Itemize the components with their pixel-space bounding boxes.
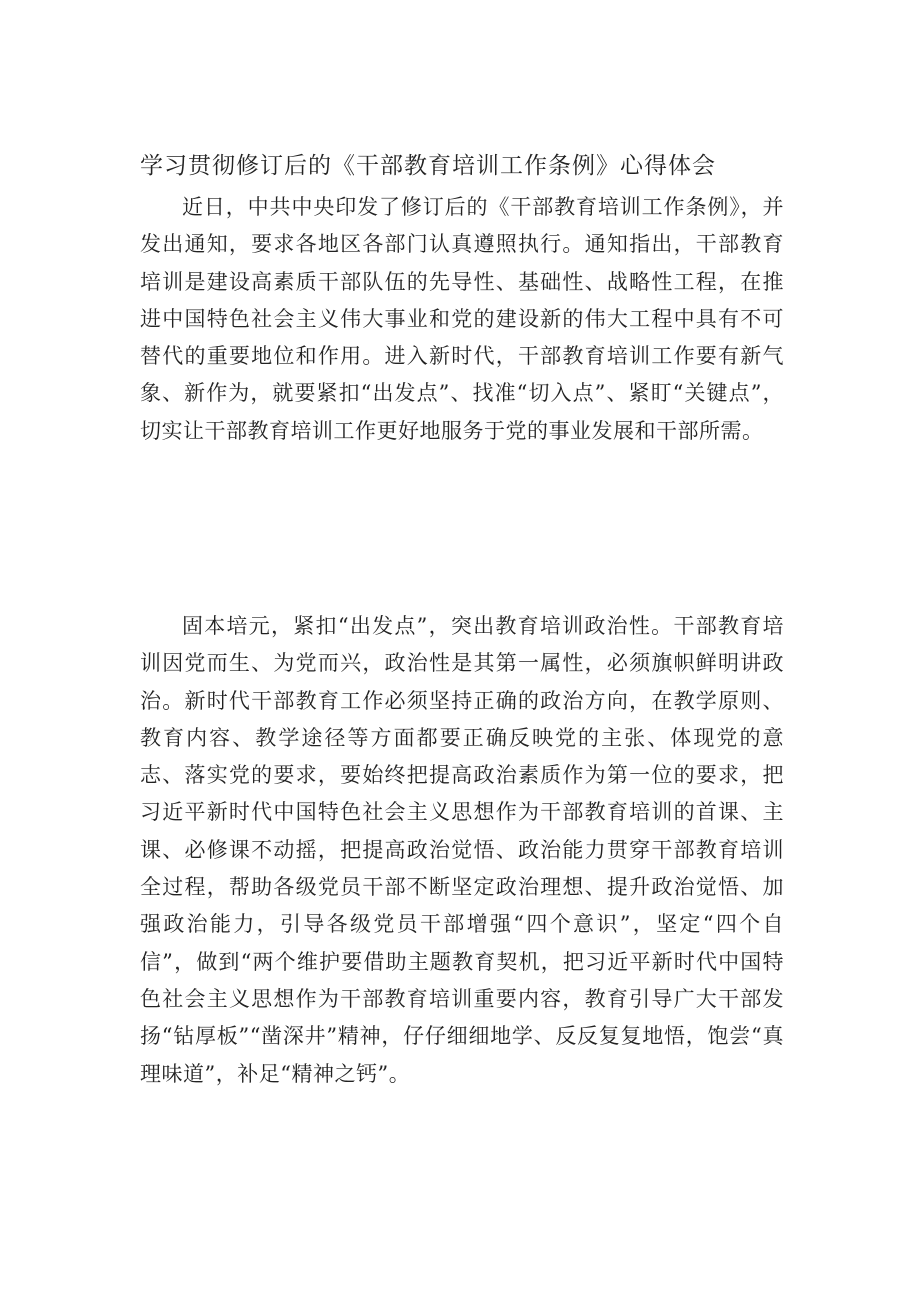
paragraph-2: 固本培元，紧扣“出发点”，突出教育培训政治性。干部教育培训因党而生、为党而兴，政治性是其第一属性，必须旗帜鲜明讲政治。新时代干部教育工作必须坚持正确的政治方向，在教学原则、教育内容、教学途径等方面都要正确反映党的主张、体现党的意志、落实党的要求，要始终把提高政治素质作为第一位的要求，把习近平新时代中国特色社会主义思想作为干部教育培训的首课、主课、必修课不动摇，把提高政治觉悟、政治能力贯穿干部教育培训全过程，帮助各级党员干部不断坚定政治理想、提升政治觉悟、加强政治能力，引导各级党员干部增强“四个意识”，坚定“四个自信”，做到“两个维护要借助主题教育契机，把习近平新时代中国特色社会主义思想作为干部教育培训重要内容，教育引导广大干部发扬“钻厚板”“凿深井”精神，仔仔细细地学、反反复复地悟，饱尝“真理味道”，补足“精神之钙”。 <box>140 614 784 1086</box>
paragraph-1: 近日，中共中央印发了修订后的《干部教育培训工作条例》，并发出通知，要求各地区各部门认真遵照执行。通知指出，干部教育培训是建设高素质干部队伍的先导性、基础性、战略性工程，在推进中国特色社会主义伟大事业和党的建设新的伟大工程中具有不可替代的重要地位和作用。进入新时代，干部教育培训工作要有新气象、新作为，就要紧扣“出发点”、找准“切入点”、紧盯“关键点”，切实让干部教育培训工作更好地服务于党的事业发展和干部所需。 <box>140 195 784 443</box>
document-title: 学习贯彻修订后的《干部教育培训工作条例》心得体会 <box>140 153 716 179</box>
